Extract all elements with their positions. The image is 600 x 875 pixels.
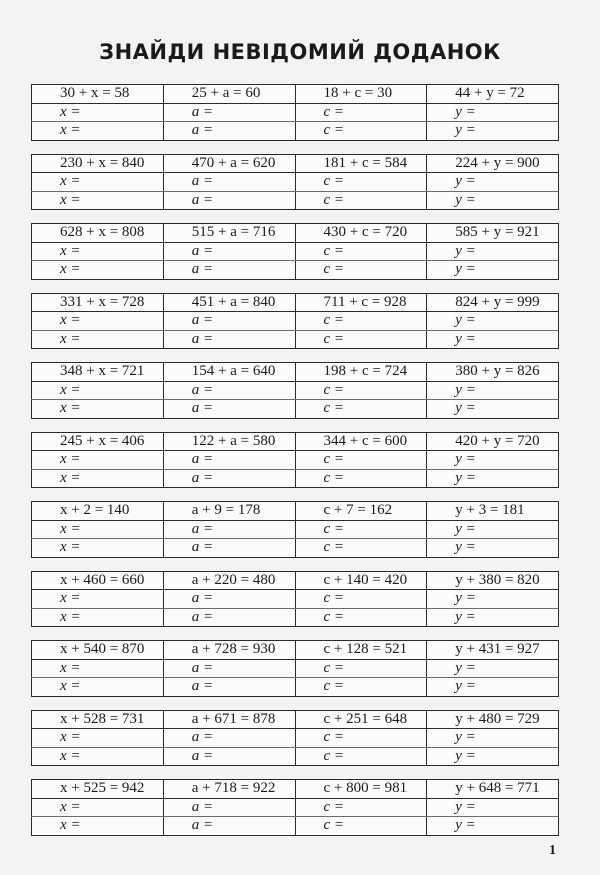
equation-block: [31, 223, 559, 280]
answer-cell[interactable]: c =: [295, 312, 427, 331]
equation-row: [32, 432, 559, 451]
answer-cell[interactable]: a =: [163, 817, 295, 836]
equation-cell: 245 + x = 406: [32, 432, 164, 451]
answer-cell[interactable]: c =: [295, 330, 427, 349]
equation-cell: 25 + a = 60: [163, 85, 295, 104]
equation-cell: c + 128 = 521: [295, 641, 427, 660]
equation-cell: 18 + c = 30: [295, 85, 427, 104]
answer-cell[interactable]: c =: [295, 173, 427, 192]
answer-row: [32, 173, 559, 192]
equation-cell: y + 3 = 181: [427, 502, 559, 521]
answer-cell[interactable]: x =: [60, 747, 81, 764]
answer-cell[interactable]: a =: [163, 659, 295, 678]
equation-cell: c + 251 = 648: [295, 710, 427, 729]
answer-cell[interactable]: c =: [295, 381, 427, 400]
answer-cell[interactable]: a =: [163, 173, 295, 192]
equation-cell: 181 + c = 584: [295, 154, 427, 173]
answer-cell[interactable]: a =: [163, 590, 295, 609]
answer-cell[interactable]: y =: [427, 520, 559, 539]
answer-cell[interactable]: y =: [427, 451, 559, 470]
equation-cell: 230 + x = 840: [32, 154, 164, 173]
answer-cell[interactable]: c =: [295, 608, 427, 627]
answer-row: [32, 261, 559, 280]
equation-block: [31, 154, 559, 211]
equation-cell: x + 460 = 660: [32, 571, 164, 590]
equation-cell: x + 528 = 731: [32, 710, 164, 729]
equation-block: [31, 571, 559, 628]
answer-cell[interactable]: c =: [295, 729, 427, 748]
answer-row: [32, 608, 559, 627]
page-number: 1: [549, 843, 556, 858]
answer-cell[interactable]: a =: [163, 678, 295, 697]
answer-cell[interactable]: y =: [427, 590, 559, 609]
equation-block: [31, 293, 559, 350]
answer-row: [32, 451, 559, 470]
answer-cell[interactable]: a =: [163, 451, 295, 470]
equation-cell: 711 + c = 928: [295, 293, 427, 312]
equation-cell: x + 525 = 942: [32, 780, 164, 799]
answer-cell[interactable]: c =: [295, 817, 427, 836]
equation-cell: 470 + a = 620: [163, 154, 295, 173]
equation-cell: x + 540 = 870: [32, 641, 164, 660]
equation-cell: y + 480 = 729: [427, 710, 559, 729]
equation-cell: c + 7 = 162: [295, 502, 427, 521]
answer-cell[interactable]: a =: [163, 729, 295, 748]
equation-row: [32, 224, 559, 243]
answer-row: [32, 191, 559, 210]
answer-row: [32, 817, 559, 836]
equation-cell: 30 + x = 58: [32, 85, 164, 104]
answer-cell[interactable]: y =: [427, 261, 559, 280]
answer-cell[interactable]: y =: [427, 191, 559, 210]
answer-cell[interactable]: x =: [32, 798, 164, 817]
answer-cell[interactable]: x =: [32, 103, 164, 122]
equation-row: [32, 363, 559, 382]
answer-cell[interactable]: c =: [295, 451, 427, 470]
answer-cell[interactable]: a =: [163, 330, 295, 349]
equation-block: [31, 501, 559, 558]
answer-row: [32, 747, 559, 766]
answer-cell[interactable]: x =: [32, 173, 164, 192]
answer-cell[interactable]: y =: [427, 173, 559, 192]
equation-cell: y + 380 = 820: [427, 571, 559, 590]
answer-cell[interactable]: c =: [295, 469, 427, 488]
answer-cell[interactable]: x =: [32, 381, 164, 400]
answer-cell[interactable]: c =: [295, 590, 427, 609]
equation-cell: 122 + a = 580: [163, 432, 295, 451]
answer-row: [32, 659, 559, 678]
answer-cell[interactable]: c =: [295, 539, 427, 558]
equation-block: [31, 640, 559, 697]
equation-cell: c + 140 = 420: [295, 571, 427, 590]
answer-cell[interactable]: c =: [295, 400, 427, 419]
answer-cell[interactable]: y =: [427, 242, 559, 261]
equation-cell: 380 + y = 826: [427, 363, 559, 382]
answer-cell[interactable]: x =: [32, 520, 164, 539]
equation-block: [31, 779, 559, 836]
answer-cell[interactable]: c =: [295, 191, 427, 210]
answer-cell[interactable]: x =: [32, 590, 164, 609]
equation-row: [32, 641, 559, 660]
answer-cell[interactable]: a =: [163, 539, 295, 558]
answer-cell[interactable]: y =: [427, 659, 559, 678]
equation-cell: 628 + x = 808: [32, 224, 164, 243]
answer-cell[interactable]: y =: [427, 381, 559, 400]
answer-cell[interactable]: x =: [32, 659, 164, 678]
answer-cell[interactable]: y =: [427, 122, 559, 141]
answer-cell[interactable]: c =: [295, 520, 427, 539]
answer-cell[interactable]: y =: [427, 747, 559, 766]
answer-cell[interactable]: x =: [32, 242, 164, 261]
answer-cell[interactable]: c =: [295, 747, 427, 766]
answer-cell[interactable]: x =: [60, 400, 81, 417]
answer-row: [32, 590, 559, 609]
equation-row: [32, 571, 559, 590]
answer-cell[interactable]: y =: [427, 729, 559, 748]
answer-cell[interactable]: x =: [60, 539, 81, 556]
answer-cell[interactable]: y =: [427, 312, 559, 331]
equation-cell: 224 + y = 900: [427, 154, 559, 173]
answer-cell[interactable]: y =: [427, 678, 559, 697]
answer-cell[interactable]: a =: [163, 103, 295, 122]
answer-cell[interactable]: x =: [60, 191, 81, 208]
answer-row: [32, 469, 559, 488]
answer-cell[interactable]: a =: [163, 312, 295, 331]
answer-row: [32, 539, 559, 558]
equation-cell: a + 9 = 178: [163, 502, 295, 521]
answer-cell[interactable]: x =: [60, 469, 81, 486]
answer-cell[interactable]: x =: [60, 122, 81, 139]
answer-cell[interactable]: y =: [427, 469, 559, 488]
answer-row: [32, 520, 559, 539]
answer-cell[interactable]: a =: [163, 469, 295, 488]
answer-row: [32, 400, 559, 419]
equation-block: [31, 84, 559, 141]
answer-cell[interactable]: a =: [163, 608, 295, 627]
equation-cell: y + 648 = 771: [427, 780, 559, 799]
equation-cell: 331 + x = 728: [32, 293, 164, 312]
answer-cell[interactable]: c =: [295, 103, 427, 122]
equation-cell: a + 220 = 480: [163, 571, 295, 590]
answer-row: [32, 381, 559, 400]
equation-block: [31, 710, 559, 767]
equation-cell: c + 800 = 981: [295, 780, 427, 799]
equation-cell: 515 + a = 716: [163, 224, 295, 243]
answer-row: [32, 729, 559, 748]
answer-cell[interactable]: c =: [295, 122, 427, 141]
answer-cell[interactable]: y =: [427, 817, 559, 836]
equation-cell: 585 + y = 921: [427, 224, 559, 243]
answer-cell[interactable]: y =: [427, 400, 559, 419]
equation-row: [32, 293, 559, 312]
answer-cell[interactable]: c =: [295, 659, 427, 678]
equation-cell: a + 718 = 922: [163, 780, 295, 799]
equation-cell: 451 + a = 840: [163, 293, 295, 312]
answer-cell[interactable]: x =: [60, 608, 81, 625]
answer-row: [32, 122, 559, 141]
equation-cell: 154 + a = 640: [163, 363, 295, 382]
equation-cell: 824 + y = 999: [427, 293, 559, 312]
answer-cell[interactable]: a =: [163, 381, 295, 400]
answer-cell[interactable]: y =: [427, 608, 559, 627]
answer-cell[interactable]: a =: [163, 400, 295, 419]
equation-cell: x + 2 = 140: [32, 502, 164, 521]
answer-cell[interactable]: y =: [427, 330, 559, 349]
equation-block: [31, 432, 559, 489]
answer-cell[interactable]: x =: [60, 330, 81, 347]
equation-cell: 198 + c = 724: [295, 363, 427, 382]
answer-row: [32, 798, 559, 817]
answer-cell[interactable]: x =: [60, 261, 81, 278]
equation-cell: y + 431 = 927: [427, 641, 559, 660]
equation-row: [32, 710, 559, 729]
answer-cell[interactable]: c =: [295, 678, 427, 697]
answer-cell[interactable]: a =: [163, 242, 295, 261]
equation-cell: 44 + y = 72: [427, 85, 559, 104]
equation-row: [32, 154, 559, 173]
answer-row: [32, 242, 559, 261]
answer-cell[interactable]: a =: [163, 798, 295, 817]
exercise-grid: [31, 84, 559, 849]
answer-cell[interactable]: c =: [295, 798, 427, 817]
answer-cell[interactable]: c =: [295, 261, 427, 280]
answer-cell[interactable]: a =: [163, 122, 295, 141]
equation-cell: 430 + c = 720: [295, 224, 427, 243]
equation-row: [32, 502, 559, 521]
answer-cell[interactable]: a =: [163, 191, 295, 210]
answer-cell[interactable]: x =: [32, 729, 164, 748]
answer-cell[interactable]: a =: [163, 747, 295, 766]
answer-row: [32, 330, 559, 349]
answer-cell[interactable]: x =: [60, 817, 81, 834]
equation-row: [32, 780, 559, 799]
page-title: ЗНАЙДИ НЕВІДОМИЙ ДОДАНОК: [99, 40, 501, 64]
answer-cell[interactable]: x =: [60, 678, 81, 695]
answer-row: [32, 678, 559, 697]
answer-row: [32, 312, 559, 331]
equation-cell: 420 + y = 720: [427, 432, 559, 451]
equation-cell: 348 + x = 721: [32, 363, 164, 382]
answer-cell[interactable]: c =: [295, 242, 427, 261]
answer-cell[interactable]: x =: [32, 312, 164, 331]
answer-cell[interactable]: x =: [32, 451, 164, 470]
equation-row: [32, 85, 559, 104]
equation-block: [31, 362, 559, 419]
equation-cell: 344 + c = 600: [295, 432, 427, 451]
answer-cell[interactable]: y =: [427, 798, 559, 817]
equation-cell: a + 728 = 930: [163, 641, 295, 660]
answer-cell[interactable]: y =: [427, 103, 559, 122]
answer-cell[interactable]: a =: [163, 520, 295, 539]
answer-cell[interactable]: a =: [163, 261, 295, 280]
equation-cell: a + 671 = 878: [163, 710, 295, 729]
answer-row: [32, 103, 559, 122]
answer-cell[interactable]: y =: [427, 539, 559, 558]
